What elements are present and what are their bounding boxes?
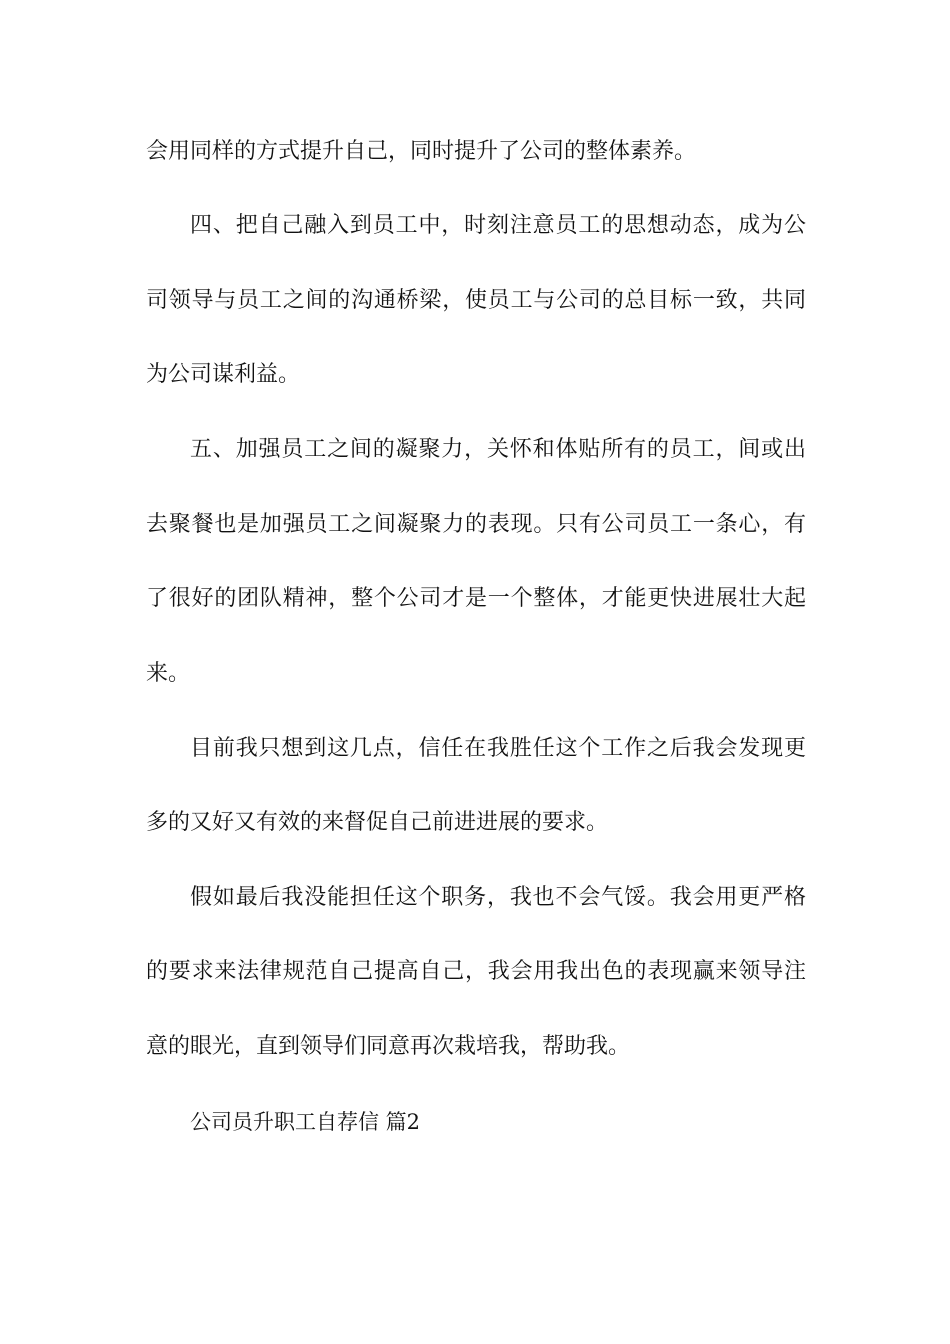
text-line: 会用同样的方式提升自己，同时提升了公司的整体素养。	[146, 139, 697, 164]
paragraph-5-line-2: 去聚餐也是加强员工之间凝聚力的表现。只有公司员工一条心，有	[146, 512, 806, 537]
paragraph-7-line-1: 假如最后我没能担任这个职务，我也不会气馁。我会用更严格	[190, 885, 806, 910]
paragraph-6-line-1: 目前我只想到这几点，信任在我胜任这个工作之后我会发现更	[190, 736, 806, 761]
paragraph-4-line-1: 四、把自己融入到员工中，时刻注意员工的思想动态，成为公	[190, 213, 806, 238]
paragraph-5-line-4: 来。	[146, 661, 191, 686]
paragraph-5-line-1: 五、加强员工之间的凝聚力，关怀和体贴所有的员工，间或出	[190, 437, 806, 462]
paragraph-5-line-3: 了很好的团队精神，整个公司才是一个整体，才能更快进展壮大起	[146, 586, 806, 611]
paragraph-6-line-2: 多的又好又有效的来督促自己前进进展的要求。	[146, 810, 609, 835]
paragraph-4-line-2: 司领导与员工之间的沟通桥梁，使员工与公司的总目标一致，共同	[146, 288, 806, 313]
section-heading: 公司员升职工自荐信 篇2	[190, 1110, 421, 1134]
paragraph-7-line-2: 的要求来法律规范自己提高自己，我会用我出色的表现赢来领导注	[146, 959, 806, 984]
paragraph-4-line-3: 为公司谋利益。	[146, 362, 301, 387]
paragraph-7-line-3: 意的眼光，直到领导们同意再次栽培我，帮助我。	[146, 1034, 631, 1059]
